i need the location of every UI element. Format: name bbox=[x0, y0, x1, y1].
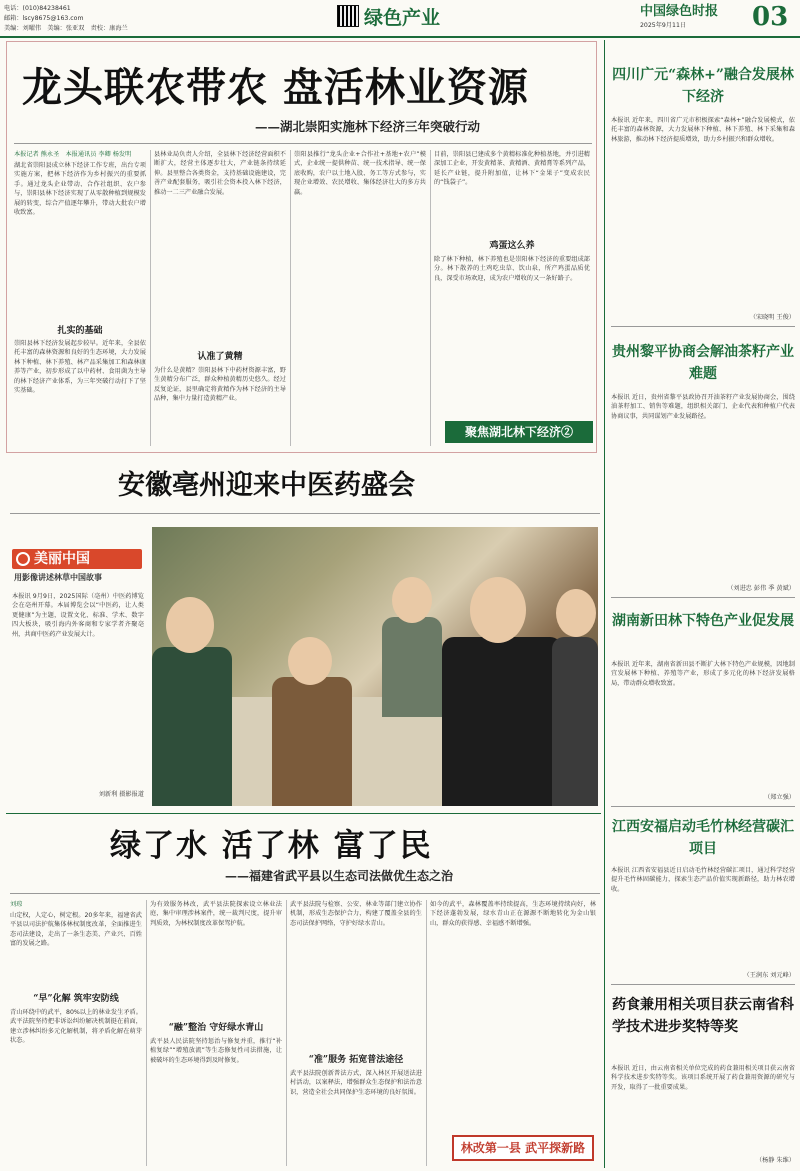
main-col2-body: 县林业局负责人介绍，全县林下经济经营面积不断扩大，经营主体逐步壮大，产业链条持续延伸。县里整合各类资金，支持基础设施建设，完善产业配套服务，吸引社会资本投入林下经济，推动一二三产业融合发展。 bbox=[154, 151, 286, 196]
fujian-banner: 林改第一县 武平探新路 bbox=[452, 1135, 594, 1161]
main-col1-subhead: 扎实的基础 bbox=[57, 326, 103, 336]
sidebar-s3-title: 湖南新田林下特色产业促发展 bbox=[612, 613, 794, 629]
masthead-phone: 电话：(010)84238461 bbox=[4, 5, 71, 12]
photo-person bbox=[152, 647, 232, 806]
sidebar-s4-body: 本报讯 江西省安福县近日启动毛竹林经营碳汇项目，通过科学经营提升毛竹林固碳能力，探索生态产品价值实现新路径，助力林农增收。 bbox=[611, 867, 795, 893]
masthead-divider bbox=[0, 36, 800, 38]
sidebar-s2-body: 本报讯 近日，贵州省黎平县政协召开油茶籽产业发展协商会，围绕油茶籽加工、销售等难题，组织相关部门、企业代表和种植户代表协商议事，共同谋划产业发展路径。 bbox=[611, 394, 795, 420]
photo-person bbox=[552, 637, 598, 806]
sidebar-rule bbox=[611, 806, 795, 807]
fujian-byline: 刘琼 bbox=[10, 901, 23, 908]
col-sep bbox=[426, 900, 427, 1166]
main-byline: 本报记者 熊永圣 本报通讯员 李卿 杨发明 bbox=[14, 151, 132, 158]
sidebar-s1-title: 四川广元“森林+”融合发展林下经济 bbox=[612, 67, 794, 105]
main-headline-rule bbox=[14, 143, 592, 144]
sidebar-s3-credit: （郑立强） bbox=[764, 794, 795, 801]
photo-face bbox=[166, 597, 214, 653]
col-sep bbox=[286, 900, 287, 1166]
main-col4-body: 目前，崇阳县已建成多个黄精标准化种植基地，并引进精深加工企业，开发黄精茶、黄精酒、黄精膏等系列产品，延长产业链，提升附加值，让林下“金果子”变成农民的“钱袋子”。 bbox=[434, 151, 590, 187]
logo-subtitle: 用影像讲述林草中国故事 bbox=[14, 573, 102, 582]
col-sep bbox=[430, 150, 431, 446]
sidebar-rule bbox=[611, 597, 795, 598]
issue-date: 2025年9月11日 bbox=[640, 22, 687, 29]
main-col4-body2: 除了林下种植，林下养殖也是崇阳林下经济的重要组成部分。林下散养的土鸡吃虫草、饮山泉，所产鸡蛋品质优良，深受市场欢迎，成为农户增收的又一条好路子。 bbox=[434, 256, 590, 282]
qr-code-icon bbox=[337, 5, 359, 27]
masthead-editors: 美编：刘曜伟 美编：张亚双 责校：康海兰 bbox=[4, 25, 128, 32]
section-title: 绿色产业 bbox=[364, 7, 441, 29]
photo-person bbox=[272, 677, 352, 806]
masthead bbox=[0, 0, 800, 38]
fujian-subheadline: ——福建省武平县以生态司法做优生态之治 bbox=[225, 869, 454, 883]
main-headline: 龙头联农带农 盘活林业资源 bbox=[22, 64, 529, 111]
fujian-col4-body: 如今的武平，森林覆盖率持续提高，生态环境持续向好，林下经济蓬勃发展，绿水青山正在源源不断地转化为金山银山，群众的获得感、幸福感不断增强。 bbox=[430, 901, 596, 927]
sidebar-s4-title: 江西安福启动毛竹林经营碳汇项目 bbox=[612, 819, 794, 857]
page-number: 03 bbox=[752, 2, 789, 32]
fujian-col1-body2: 青山环绕中的武平，80%以上的林业发生矛盾。武平法院坚持把非诉讼纠纷解决机制挺在前面，建立涉林纠纷多元化解机制，将矛盾化解在萌芽状态。 bbox=[10, 1009, 142, 1045]
main-col2-subhead: 认准了黄精 bbox=[197, 352, 243, 362]
sidebar-rule bbox=[611, 326, 795, 327]
fujian-col3-body: 武平县法院与检察、公安、林业等部门建立协作机制，形成生态保护合力，构建了覆盖全县的生态司法保护网络，守护好绿水青山。 bbox=[290, 901, 422, 927]
anhui-photo bbox=[152, 527, 598, 806]
fujian-top-rule bbox=[6, 813, 601, 814]
sidebar-s2-credit: （刘进忠 彭伟 季 黄斌） bbox=[727, 585, 795, 592]
logo-title: 美丽中国 bbox=[34, 551, 90, 567]
col-sep bbox=[146, 900, 147, 1166]
beautiful-china-logo bbox=[12, 549, 144, 585]
fujian-col2-subhead: “融”整治 守好绿水青山 bbox=[168, 1023, 264, 1033]
fujian-col1-body: 山定权，人定心，树定根。20多年来，福建省武平县以司法护航集体林权制度改革，全面推进生态司法建设，走出了一条生态美、产业兴、百姓富的发展之路。 bbox=[10, 912, 142, 948]
series-banner: 聚焦湖北林下经济② bbox=[445, 421, 593, 443]
masthead-email: 邮箱：lscy8675@163.com bbox=[4, 15, 84, 22]
anhui-body: 本报讯 9月9日，2025国际（亳州）中医药博览会在亳州开幕。本届博览会以“中医药，让人类更健康”为主题，设置文化、标准、学术、数字四大板块，吸引海内外客商和专家学者齐聚亳州，共商中医药产业发展大计。 bbox=[12, 593, 144, 638]
col-sep bbox=[150, 150, 151, 446]
photo-face bbox=[556, 589, 596, 637]
main-col1-body: 崇阳县林下经济发展起步较早。近年来，全县依托丰富的森林资源和良好的生态环境，大力发展林下种植、林下养殖、林产品采集加工和森林康养等产业，初步形成了以中药材、食用菌为主导的林下经济产业体系，为三年突破行动打下了坚实基础。 bbox=[14, 340, 146, 395]
camera-icon bbox=[16, 552, 30, 566]
sidebar-s5-body: 本报讯 近日，由云南省相关单位完成的药食兼用相关项目获云南省科学技术进步奖特等奖。该项目系统开展了药食兼用资源的研究与开发，取得了一批重要成果。 bbox=[611, 1065, 795, 1091]
sidebar-divider bbox=[604, 40, 605, 1168]
fujian-col3-body2: 武平县法院创新普法方式，深入林区开展送法进村活动，以案释法，增强群众生态保护和法治意识，营造全社会共同保护生态环境的良好氛围。 bbox=[290, 1070, 422, 1096]
photo-person bbox=[382, 617, 442, 717]
main-subheadline: ——湖北崇阳实施林下经济三年突破行动 bbox=[255, 119, 481, 134]
sidebar-s5-title: 药食兼用相关项目获云南省科学技术进步奖特等奖 bbox=[612, 997, 794, 1035]
fujian-col3-subhead: “准”服务 拓宽普法途径 bbox=[308, 1055, 404, 1065]
sidebar-s1-body: 本报讯 近年来，四川省广元市积极探索“森林+”融合发展模式，依托丰富的森林资源，大力发展林下种植、林下养殖、林下采集和森林旅游，推动林下经济提质增效，助力乡村振兴和群众增收。 bbox=[611, 117, 795, 143]
anhui-photo-credit: 刘新利 摄影报道 bbox=[98, 791, 144, 798]
col-sep bbox=[290, 150, 291, 446]
sidebar-s4-credit: （王润东 刘元峰） bbox=[743, 972, 795, 979]
fujian-rule bbox=[10, 893, 600, 894]
main-col2-body2: 为什么是黄精？崇阳县林下中药材资源丰富，野生黄精分布广泛，群众种植黄精历史悠久。经过反复论证，县里确定将黄精作为林下经济的主导品种，集中力量打造黄精产业。 bbox=[154, 367, 286, 403]
anhui-rule bbox=[10, 513, 600, 514]
sidebar-s5-credit: （杨静 朱维） bbox=[755, 1157, 795, 1164]
main-col4-subhead: 鸡蛋这么养 bbox=[489, 241, 535, 251]
sidebar-s2-title: 贵州黎平协商会解油茶籽产业难题 bbox=[612, 344, 794, 382]
photo-face bbox=[392, 577, 432, 623]
anhui-headline: 安徽亳州迎来中医药盛会 bbox=[118, 470, 415, 501]
fujian-headline: 绿了水 活了林 富了民 bbox=[110, 828, 433, 864]
fujian-col2-body: 为有效服务林改，武平县法院探索设立林业法庭，集中审理涉林案件，统一裁判尺度，提升审判质效，为林权制度改革保驾护航。 bbox=[150, 901, 282, 927]
fujian-col2-body2: 武平县人民法院坚持惩治与修复并重，推行“补植复绿”“增殖放流”等生态修复性司法措施，让被破坏的生态环境得到及时修复。 bbox=[150, 1038, 282, 1064]
photo-face bbox=[288, 637, 332, 685]
main-col1-intro: 湖北省崇阳县成立林下经济工作专班，出台专项实施方案，把林下经济作为乡村振兴的重要抓手。通过龙头企业带动、合作社组织、农户参与，崇阳县林下经济实现了从零散种植到规模发展的转变，综合产值逐年攀升，带动大批农户增收致富。 bbox=[14, 162, 146, 217]
sidebar-s1-credit: （宋晓明 王俊） bbox=[749, 314, 795, 321]
main-col3-body: 崇阳县推行“龙头企业+合作社+基地+农户”模式，企业统一提供种苗、统一技术指导、统一保底收购，农户以土地入股、务工等方式参与，实现企业增效、农民增收、集体经济壮大的多方共赢。 bbox=[294, 151, 426, 196]
fujian-col1-subhead: “早”化解 筑牢安防线 bbox=[33, 994, 119, 1004]
paper-name: 中国绿色时报 bbox=[640, 4, 719, 19]
sidebar-s3-body: 本报讯 近年来，湖南省新田县不断扩大林下特色产业规模，因地制宜发展林下种植、养殖等产业，形成了多元化的林下经济发展格局，带动群众增收致富。 bbox=[611, 661, 795, 687]
photo-face bbox=[470, 577, 526, 643]
photo-person bbox=[442, 637, 562, 806]
sidebar-rule bbox=[611, 984, 795, 985]
